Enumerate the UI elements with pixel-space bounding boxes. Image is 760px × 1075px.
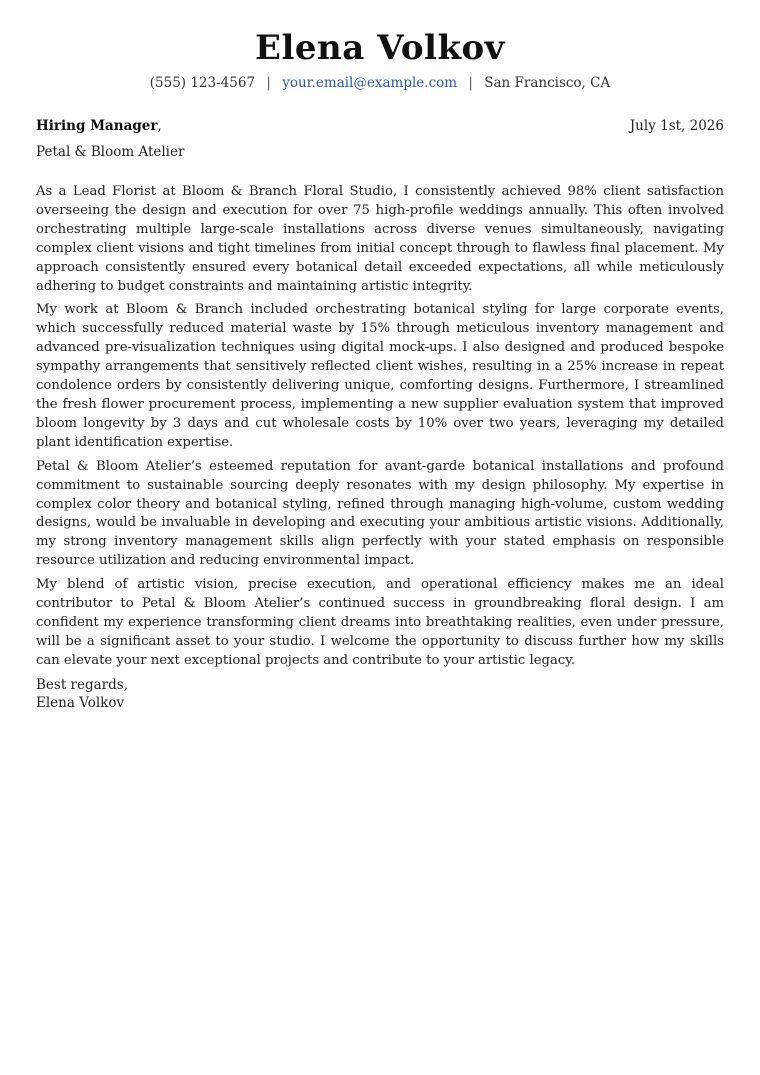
contact-separator: | xyxy=(266,75,271,91)
phone-number: (555) 123-4567 xyxy=(149,75,256,91)
body-paragraph: As a Lead Florist at Bloom & Branch Floral Studio, I consistently achieved 98% client satisfaction overseeing the design and execution for over 75 high-profile weddings annually. This often involved orchestrating multiple large-scale installations across diverse venues simultaneously, navigating complex client visions and tight timelines from initial concept through to flawless final placement. My approach consistently ensured every botanical detail exceeded expectations, all while meticulously adhering to budget constraints and maintaining artistic integrity. xyxy=(36,184,724,294)
closing-salutation: Best regards, xyxy=(36,676,129,693)
recipient-company: Petal & Bloom Atelier xyxy=(36,144,185,160)
contact-line xyxy=(36,74,724,92)
location: San Francisco, CA xyxy=(484,75,611,91)
letter-body xyxy=(36,183,724,671)
letter-date: July 1st, 2026 xyxy=(629,118,724,134)
recipient-title: Hiring Manager xyxy=(36,118,158,134)
recipient-line xyxy=(36,117,162,135)
applicant-name: Elena Volkov xyxy=(255,28,505,68)
recipient-title-suffix: , xyxy=(157,118,162,134)
closing-signature: Elena Volkov xyxy=(36,695,125,712)
recipient-date-row xyxy=(36,117,724,135)
email-link[interactable]: your.email@example.com xyxy=(282,75,458,91)
body-paragraph: My work at Bloom & Branch included orchestrating botanical styling for large corporate events, which successfully reduced material waste by 15% through meticulous inventory management and advanced pre-visualization techniques using digital mock-ups. I also designed and produced bespoke sympathy arrangements that sensitively reflected client wishes, resulting in a 25% increase in repeat condolence orders by consistently delivering unique, comforting designs. Furthermore, I streamlined the fresh flower procurement process, implementing a new supplier evaluation system that improved bloom longevity by 3 days and cut wholesale costs by 10% over two years, leveraging my detailed plant identification expertise. xyxy=(36,302,724,450)
body-paragraph: Petal & Bloom Atelier’s esteemed reputation for avant-garde botanical installations and profound commitment to sustainable sourcing deeply resonates with my design philosophy. My expertise in complex color theory and botanical styling, refined through managing high-volume, custom wedding designs, would be invaluable in developing and executing your ambitious artistic visions. Additionally, my strong inventory management skills align perfectly with your stated emphasis on responsible resource utilization and reducing environmental impact. xyxy=(36,458,724,569)
body-paragraph: My blend of artistic vision, precise execution, and operational efficiency makes me an ideal contributor to Petal & Bloom Atelier’s continued success in groundbreaking floral design. I am confident my experience transforming client dreams into breathtaking realities, even under pressure, will be a significant asset to your studio. I welcome the opportunity to discuss further how my skills can elevate your next exceptional projects and contribute to your artistic legacy. xyxy=(36,577,724,668)
contact-separator: | xyxy=(468,75,473,91)
letter-closing xyxy=(36,676,724,713)
